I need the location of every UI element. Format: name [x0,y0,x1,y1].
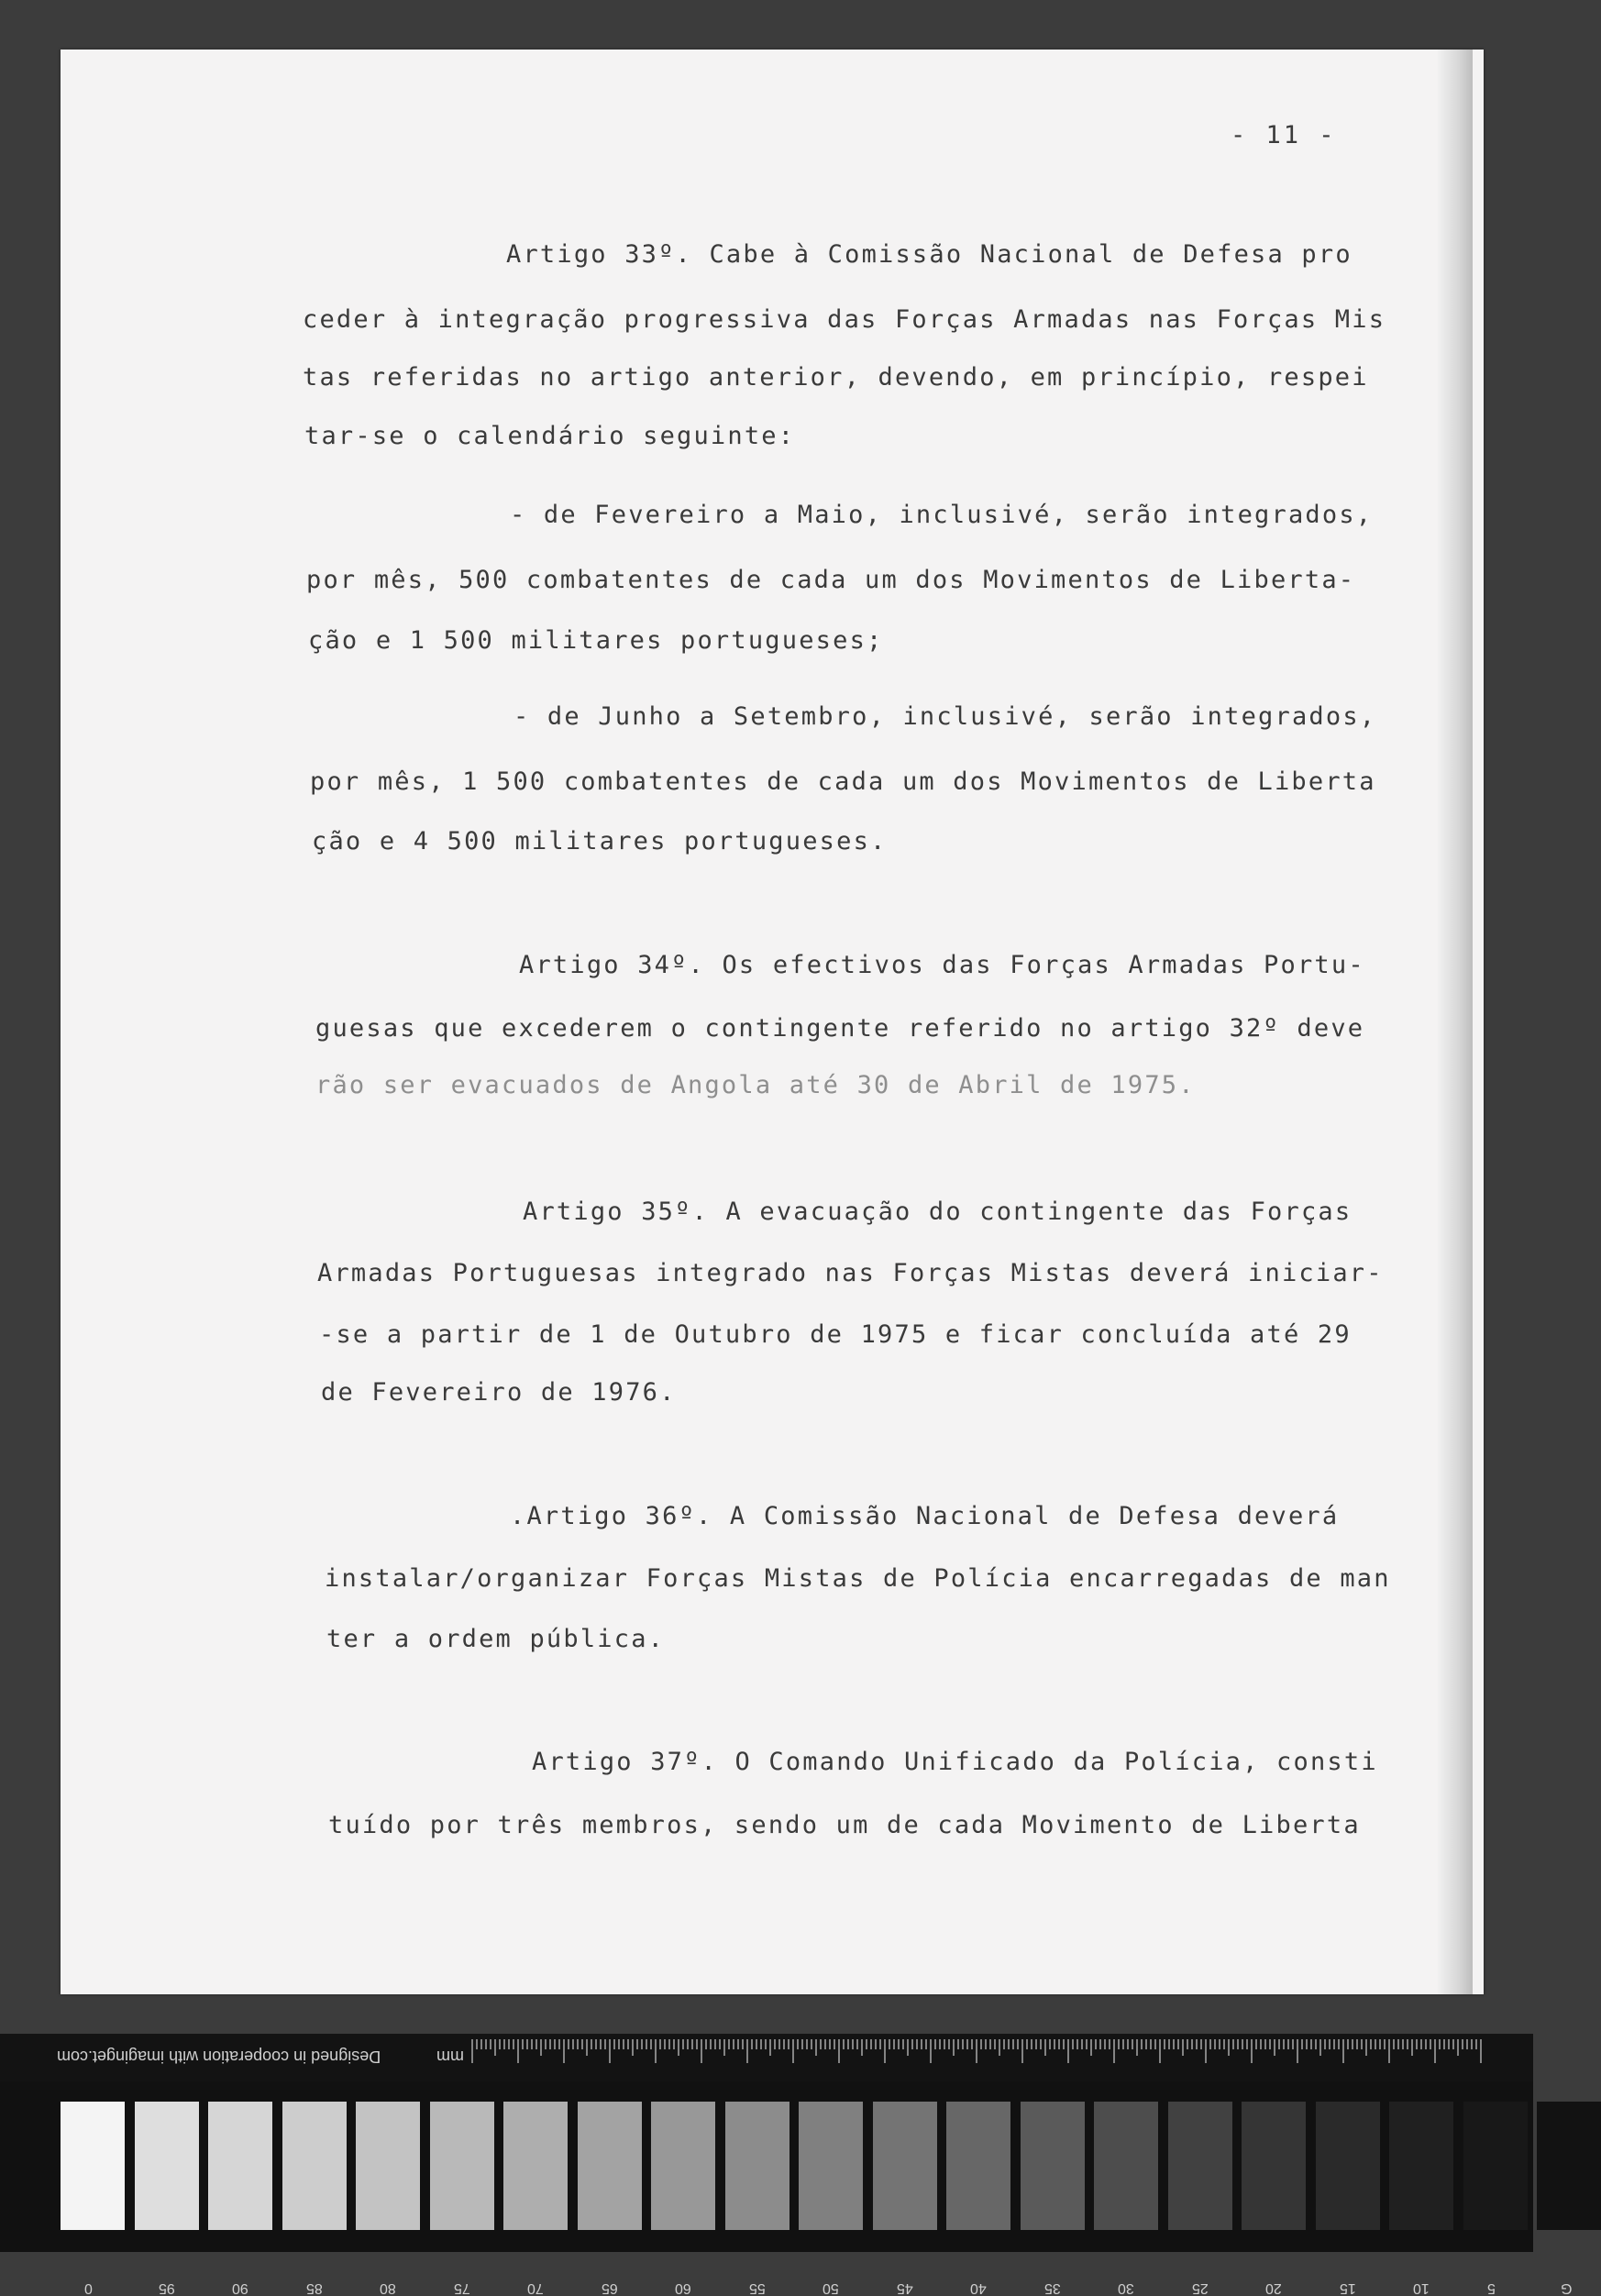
text-line: -se a partir de 1 de Outubro de 1975 e ficar concluída até 29 [319,1320,1352,1349]
gray-patch [651,2102,715,2230]
mm-ruler [472,2039,1490,2065]
text-line: - de Fevereiro a Maio, inclusivé, serão integrados, [510,501,1374,529]
gray-patch [799,2102,863,2230]
gray-patch-label: 85 [305,2280,323,2296]
gray-patch-label: 95 [158,2280,175,2296]
gray-patch-label: 65 [601,2280,618,2296]
gray-patch-label: 30 [1118,2280,1134,2296]
color-target-strip [0,2034,1573,2296]
gray-patch [1463,2102,1528,2230]
text-line: ter a ordem pública. [326,1625,666,1653]
gray-patch [135,2102,199,2230]
gray-patch [208,2102,272,2230]
text-line: tas referidas no artigo anterior, devendo, em princípio, respei [303,363,1369,392]
ruler-band [0,2034,1533,2081]
text-line: Artigo 33º. Cabe à Comissão Nacional de Defesa pro [506,240,1353,269]
gray-patch-label: 40 [970,2280,987,2296]
gray-patch-label: 0 [84,2280,93,2296]
gray-patch [356,2102,420,2230]
unit-label: mm [436,2048,464,2066]
gray-patch [725,2102,789,2230]
gray-patch [282,2102,347,2230]
text-line: rão ser evacuados de Angola até 30 de Abril de 1975. [315,1071,1196,1099]
gray-patch [503,2102,568,2230]
credit-text: Designed in cooperation with imaginget.com [57,2048,381,2066]
gray-patch-label: 25 [1191,2280,1209,2296]
gray-patch-label: 75 [453,2280,470,2296]
text-line: Artigo 34º. Os efectivos das Forças Armadas Portu- [519,951,1365,979]
text-line: Artigo 37º. O Comando Unificado da Polícia, consti [532,1748,1378,1776]
text-line: .Artigo 36º. A Comissão Nacional de Defesa deverá [510,1502,1340,1530]
gray-patch [1242,2102,1306,2230]
gray-patch [1537,2102,1601,2230]
gray-patch-label: G [1561,2280,1573,2296]
gray-patch-label: 35 [1043,2280,1061,2296]
gray-patch-label: 55 [748,2280,766,2296]
text-line: - de Junho a Setembro, inclusivé, serão integrados, [513,702,1377,731]
gray-patch [430,2102,494,2230]
gray-patch [1168,2102,1232,2230]
page-edge [1438,50,1473,1994]
gray-patch-label: 90 [232,2280,248,2296]
gray-patch [946,2102,1010,2230]
gray-patch-label: 20 [1265,2280,1282,2296]
text-line: guesas que excederem o contingente referido no artigo 32º deve [315,1014,1365,1043]
text-line: ção e 4 500 militares portugueses. [312,827,888,855]
gray-scale-patches [0,2085,1573,2296]
gray-patch-label: 10 [1413,2280,1430,2296]
gray-patch [1094,2102,1158,2230]
page-number: - 11 - [1231,121,1337,149]
gray-patch-label: 80 [380,2280,396,2296]
text-line: ceder à integração progressiva das Forças Armadas nas Forças Mis [303,305,1386,334]
gray-patch [1021,2102,1085,2230]
gray-patch-label: 15 [1339,2280,1356,2296]
text-line: ção e 1 500 militares portugueses; [308,626,884,655]
gray-patch-label: 60 [675,2280,691,2296]
gray-patch [873,2102,937,2230]
text-line: instalar/organizar Forças Mistas de Polícia encarregadas de man [325,1564,1391,1593]
text-line: tar-se o calendário seguinte: [304,422,796,450]
gray-patch [578,2102,642,2230]
gray-patch-label: 5 [1486,2280,1496,2296]
gray-patch [1389,2102,1453,2230]
text-line: por mês, 500 combatentes de cada um dos Movimentos de Liberta- [306,566,1356,594]
gray-patch [61,2102,125,2230]
text-line: de Fevereiro de 1976. [321,1378,677,1407]
gray-patch-label: 45 [896,2280,913,2296]
gray-patch-label: 70 [527,2280,544,2296]
gray-patch [1316,2102,1380,2230]
text-line: tuído por três membros, sendo um de cada Movimento de Liberta [328,1811,1361,1839]
text-line: Armadas Portuguesas integrado nas Forças Mistas deverá iniciar- [317,1259,1384,1287]
text-line: Artigo 35º. A evacuação do contingente das Forças [523,1198,1353,1226]
gray-patch-label: 50 [823,2280,839,2296]
text-line: por mês, 1 500 combatentes de cada um dos Movimentos de Liberta [310,767,1376,796]
